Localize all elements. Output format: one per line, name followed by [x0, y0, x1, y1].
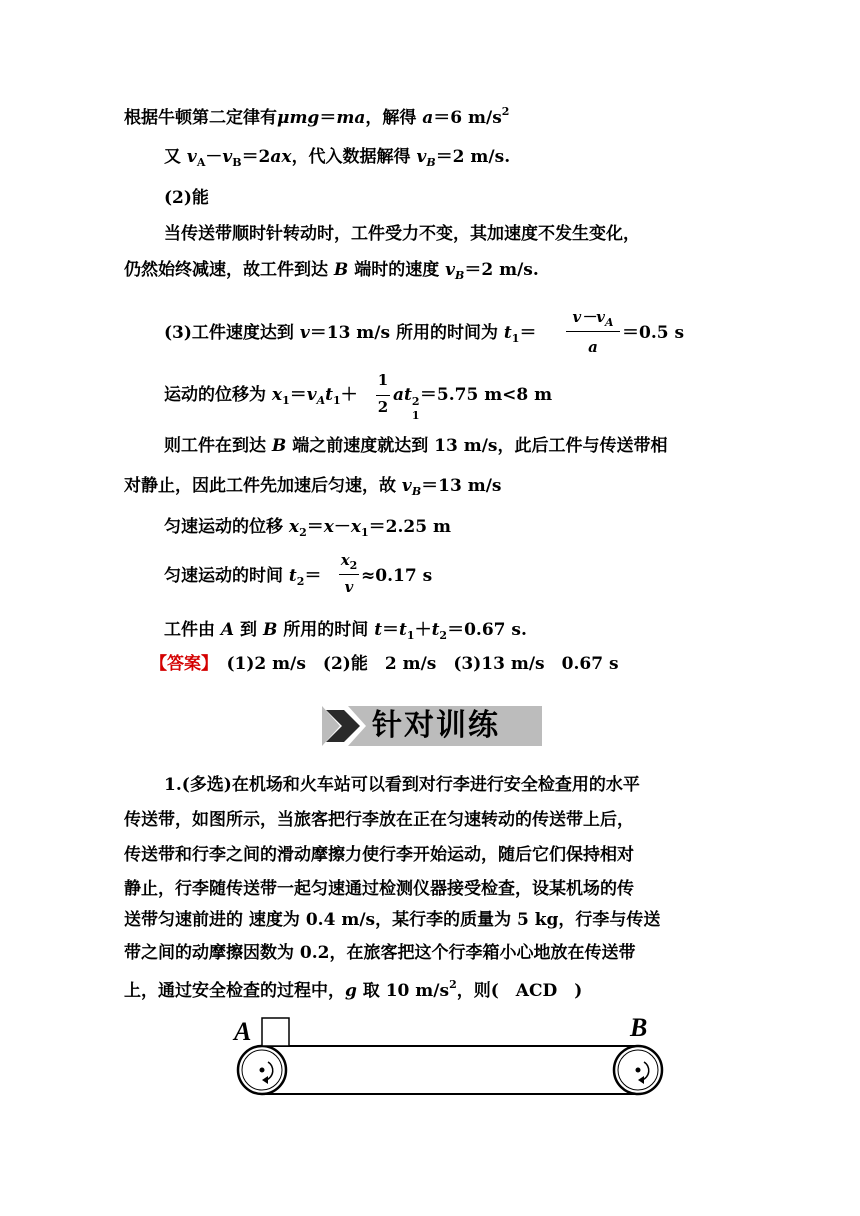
text: 到 — [234, 620, 263, 640]
text: ＝ — [306, 517, 324, 537]
fraction-numerator: $v-v_A$ — [572, 308, 614, 329]
solution-line-4 — [164, 222, 640, 246]
subscript: 1 — [411, 409, 420, 422]
text: 匀速运动的时间 — [164, 566, 289, 586]
subscript: 1 — [511, 332, 520, 345]
text: － — [205, 147, 223, 167]
text: ＝13 m/s 所用的时间为 — [309, 323, 504, 343]
text: 取 10 m/s — [356, 981, 450, 1001]
answer-line — [150, 652, 619, 676]
solution-line-6-tail — [622, 321, 684, 345]
fraction-denominator: a — [588, 338, 598, 356]
formula: B — [262, 620, 278, 640]
text: ＝13 m/s — [421, 476, 502, 496]
fraction-denominator: v — [344, 578, 354, 596]
formula: x — [350, 517, 361, 537]
solution-line-2 — [164, 145, 510, 175]
solution-line-5 — [124, 258, 539, 288]
formula: x — [271, 385, 283, 405]
text: ，解得 — [365, 108, 423, 128]
banner-chevron-icon — [318, 702, 378, 750]
text: (2)能 — [164, 188, 209, 208]
subscript: 1 — [282, 394, 290, 407]
subscript: B — [426, 156, 436, 169]
solution-line-7-tail — [393, 383, 553, 422]
formula: v — [445, 260, 456, 280]
fraction-denominator: 2 — [377, 398, 389, 416]
formula: t — [503, 323, 512, 343]
text: ＝0.67 s. — [447, 620, 527, 640]
text: 工件由 — [164, 620, 221, 640]
solution-line-7 — [164, 383, 358, 413]
formula: A — [220, 620, 235, 640]
fraction-bar — [339, 574, 359, 575]
text: ＝5.75 m<8 m — [419, 385, 553, 405]
formula: at — [393, 385, 412, 405]
fraction-bar — [376, 395, 390, 396]
subscript: 2 — [439, 629, 448, 642]
text: 则工件在到达 — [164, 436, 272, 456]
text: ＝2 — [241, 147, 271, 167]
formula: t — [431, 620, 440, 640]
question-line-5: 送带匀速前进的 速度为 0.4 m/s，某行李的质量为 5 kg，行李与传送 — [124, 910, 661, 930]
solution-line-1 — [124, 100, 509, 130]
formula: v — [299, 323, 310, 343]
text: 根据牛顿第二定律有 — [124, 108, 277, 128]
text: ＝ — [304, 566, 322, 586]
superscript: 2 — [411, 395, 420, 408]
formula: t — [399, 620, 407, 640]
text: 对静止，因此工件先加速后匀速，故 — [124, 476, 402, 496]
subscript: A — [196, 156, 206, 169]
text: 所用的时间 — [277, 620, 375, 640]
solution-line-6 — [164, 321, 536, 351]
subscript: B — [232, 156, 242, 169]
text: ＋ — [340, 385, 358, 405]
luggage-box — [262, 1018, 289, 1046]
text: ＝6 m/s — [433, 108, 502, 128]
question-line-1: 1.(多选)在机场和火车站可以看到对行李进行安全检查用的水平 — [164, 775, 640, 795]
formula: t — [325, 385, 334, 405]
question-line-7 — [124, 968, 744, 1008]
solution-line-9 — [124, 474, 501, 504]
formula: v — [222, 147, 233, 167]
text: ≈0.17 s — [361, 566, 433, 586]
solution-line-8 — [164, 434, 667, 458]
text: 匀速运动的位移 — [164, 517, 289, 537]
text: 端之前速度就达到 13 m/s，此后工件与传送带相 — [286, 436, 668, 456]
text: 又 — [164, 147, 187, 167]
text: ＝ — [319, 108, 337, 128]
fraction-numerator: 1 — [377, 371, 389, 389]
text: ＝2.25 m — [368, 517, 451, 537]
formula: g — [345, 981, 357, 1001]
solution-line-11 — [164, 564, 321, 594]
question-line-2: 传送带，如图所示，当旅客把行李放在正在匀速转动的传送带上后， — [124, 810, 634, 830]
fraction-bar — [566, 331, 620, 332]
text: ＋ — [414, 620, 432, 640]
formula: v — [416, 147, 427, 167]
text: 当传送带顺时针转动时，工件受力不变，其加速度不发生变化， — [164, 224, 640, 244]
subscript: 2 — [299, 526, 307, 539]
text: 上，通过安全检查的过程中， — [124, 981, 345, 1001]
formula: x — [323, 517, 334, 537]
subscript: A — [316, 394, 326, 407]
formula: t — [374, 620, 383, 640]
subscript: B — [455, 269, 465, 282]
superscript: 2 — [501, 105, 510, 118]
answer-text: (1)2 m/s (2)能 2 m/s (3)13 m/s 0.67 s — [209, 654, 619, 674]
solution-line-11-tail — [361, 564, 432, 588]
formula: v — [401, 476, 412, 496]
text: － — [333, 517, 351, 537]
subscript: 1 — [333, 394, 341, 407]
subscript: B — [411, 485, 422, 498]
formula: B — [333, 260, 349, 280]
formula: x — [288, 517, 300, 537]
superscript: 2 — [449, 978, 457, 991]
text: ＝ — [382, 620, 400, 640]
formula: a — [422, 108, 434, 128]
text: 端时的速度 — [348, 260, 446, 280]
formula: B — [271, 436, 287, 456]
subscript: 1 — [361, 526, 369, 539]
formula: t — [288, 566, 297, 586]
text: (3)工件速度达到 — [164, 323, 300, 343]
fraction-numerator: $x_2$ — [340, 551, 358, 572]
formula: μmg — [277, 108, 320, 128]
text: ＝0.5 s — [622, 323, 685, 343]
question-line-6: 带之间的动摩擦因数为 0.2，在旅客把这个行李箱小心地放在传送带 — [124, 943, 636, 963]
question-line-4: 静止，行李随传送带一起匀速通过检测仪器接受检查，设某机场的传 — [124, 879, 634, 899]
label-a: A — [234, 1017, 252, 1046]
question-line-3: 传送带和行李之间的滑动摩擦力使行李开始运动，随后它们保持相对 — [124, 845, 634, 865]
text: ＝2 m/s. — [464, 260, 539, 280]
subscript: 2 — [296, 575, 305, 588]
text: 仍然始终减速，故工件到达 — [124, 260, 334, 280]
section-title: 针对训练 — [372, 708, 500, 743]
label-b: B — [630, 1013, 648, 1042]
solution-line-10 — [164, 515, 451, 545]
text: ＝ — [289, 385, 307, 405]
text: ＝ — [519, 323, 537, 343]
subscript: 1 — [406, 629, 415, 642]
text: 运动的位移为 — [164, 385, 272, 405]
text: ＝2 m/s. — [435, 147, 511, 167]
text: ，则( ACD ) — [456, 981, 583, 1001]
solution-line-3 — [164, 186, 209, 210]
text: ，代入数据解得 — [291, 147, 417, 167]
formula: v — [186, 147, 197, 167]
formula: ma — [336, 108, 366, 128]
formula: v — [306, 385, 317, 405]
formula: ax — [270, 147, 292, 167]
solution-line-12 — [164, 618, 527, 648]
answer-label: 【答案】 — [150, 654, 210, 674]
conveyor-belt-diagram — [228, 1010, 678, 1100]
